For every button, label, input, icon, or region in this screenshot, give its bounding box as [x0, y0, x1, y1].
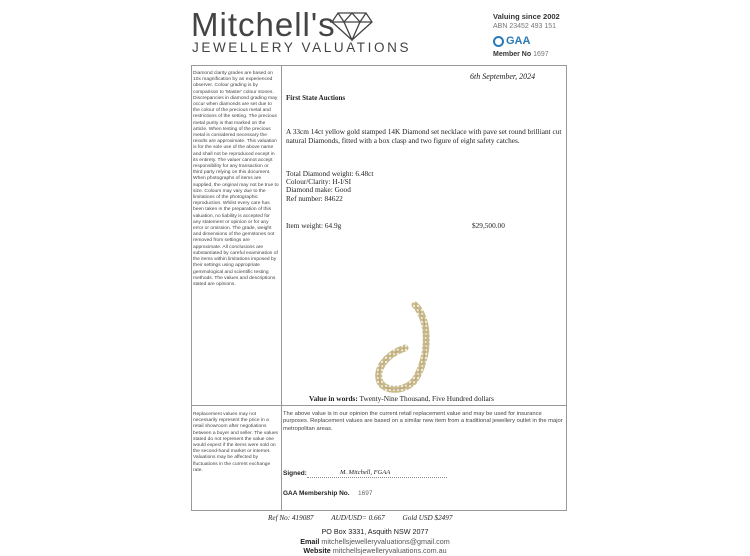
diamond-logo-icon: [330, 10, 374, 42]
exchange-rate: AUD/USD= 0.667: [331, 514, 385, 522]
abn-number: ABN 23452 493 151: [493, 23, 557, 30]
item-description: A 33cm 14ct yellow gold stamped 14K Diamond set necklace with pave set round brilliant cut natural Diamonds, fitted with a box clasp and two figure of eight safety catches.: [286, 127, 562, 145]
opinion-statement: The above value is in our opinion the current retail replacement value and may be used for insurance purposes. Replacement values are based on a similar new item from a traditional jewellery outlet in the major metropolitan areas.: [283, 411, 563, 432]
disclaimer-text: Diamond clarity grades are based on 10x magnification by an experienced observer. Colour grading is by comparison to 'Master' colour stones. Discrepancies in diamond grading may occur when diamonds are set due to the colour of the precious metal and restrictions of the setting. The precious metal purity is that marked on the article. When testing of the precious metal is considered necessary the results are approximate. This valuation is for the sole use of the above name and shall not be reproduced except in its entirety. The valuer cannot accept responsibility for any transaction or third party relying on this document. When photographs of items are supplied, the original may not be true to size. Colours may vary due to the limitations of the photographic reproduction. Whilst every care has been taken in the preparation of this valuation, no liability is accepted for any statement or opinion or for any error or omission. The grade, weight and dimensions of the gemstones not removed from settings are approximate. All conclusions are substantiated by careful examination of the items within limitations imposed by their settings using appropriate gemmological and scientific testing methods. The values and descriptions stated are opinions.: [193, 71, 279, 287]
gaa-logo-text: GAA: [506, 35, 531, 47]
footer-website-label: Website: [303, 546, 331, 555]
signed-label: Signed:: [283, 470, 307, 477]
member-value: 1697: [533, 51, 549, 58]
footer-email-label: Email: [300, 537, 320, 546]
spec-colour-clarity: Colour/Clarity: H-I/SI: [286, 177, 352, 187]
item-weight: Item weight: 64.9g: [286, 221, 342, 230]
header-info: [493, 12, 560, 32]
value-in-words-text: Twenty-Nine Thousand, Five Hundred dollars: [359, 394, 495, 403]
necklace-image: [360, 300, 450, 395]
valuing-since: Valuing since 2002: [493, 12, 560, 21]
footer-website-link[interactable]: mitchellsjewelleryvaluations.com.au: [332, 546, 447, 555]
value-in-words-label: Value in words:: [309, 394, 358, 403]
member-label: Member No: [493, 51, 532, 58]
reference-number: Ref No: 419087: [268, 514, 314, 522]
gaa-circle-icon: [493, 36, 504, 47]
valuation-price: $29,500.00: [472, 221, 505, 230]
value-in-words: [309, 394, 494, 403]
footer-email-link[interactable]: mitchellsjewelleryvaluations@gmail.com: [321, 537, 450, 546]
footer-address: PO Box 3331, Asquith NSW 2077: [321, 527, 429, 536]
valuation-date: 6th September, 2024: [470, 72, 536, 81]
gaa-membership-label: GAA Membership No.: [283, 490, 350, 497]
member-number: [493, 51, 549, 58]
client-name: First State Auctions: [286, 94, 346, 102]
spec-diamond-make: Diamond make: Good: [286, 185, 351, 195]
spec-total-weight: Total Diamond weight: 6.48ct: [286, 169, 374, 178]
spec-ref-number: Ref number: 84622: [286, 193, 343, 203]
diamond-specs: [286, 170, 373, 203]
gaa-membership-number: 1697: [358, 490, 373, 497]
gold-price: Gold USD $2497: [402, 514, 453, 522]
footer-website: [0, 546, 750, 556]
brand-subtitle: JEWELLERY VALUATIONS: [192, 40, 412, 55]
replacement-disclaimer-text: Replacement values may not necessarily represent the price in a retail showroom after negotiations between a buyer and seller. The values stated do not represent the value one would expect if the items were sold on the second-hand market or internet. Valuations may be affected by fluctuations in the current exchange rate.: [193, 412, 279, 473]
brand-title: Mitchell's: [191, 6, 336, 43]
reference-line: [268, 514, 568, 522]
signatory-name: M. Mitchell, FGAA: [340, 469, 391, 476]
signature-line: [307, 477, 447, 478]
gaa-logo: [493, 34, 530, 48]
